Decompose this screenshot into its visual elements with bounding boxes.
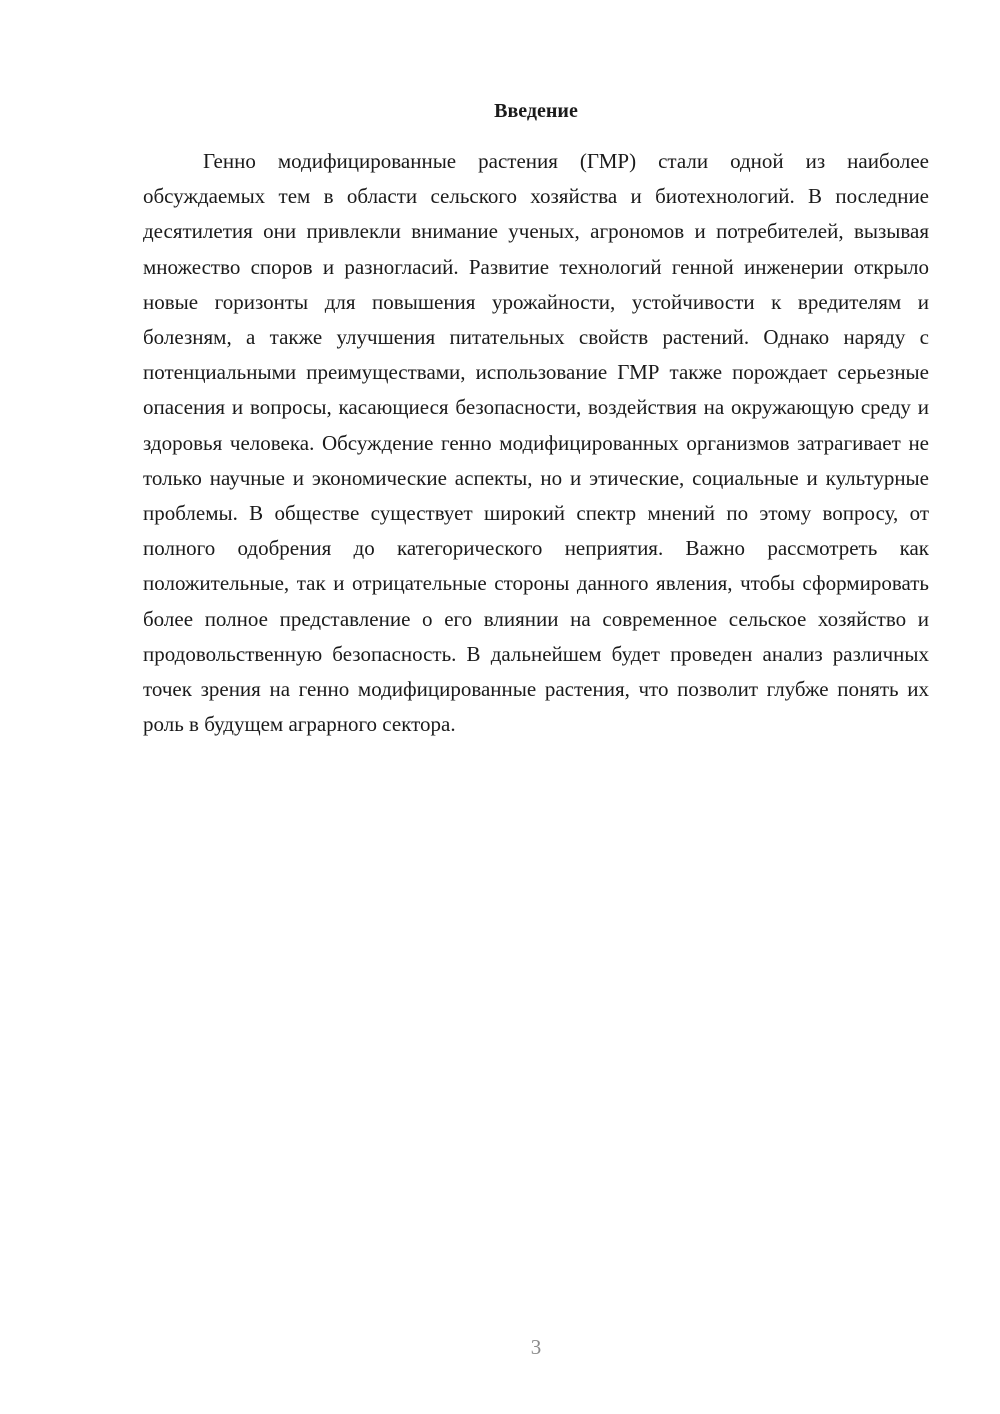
section-heading: Введение: [494, 100, 578, 122]
body-paragraph: Генно модифицированные растения (ГМР) стали одной из наиболее обсуждаемых тем в области сельского хозяйства и биотехнологий. В последние десятилетия они привлекли внимание ученых, агрономов и потребителей, вызывая множество споров и разногласий. Развитие технологий генной инженерии открыло новые горизонты для повышения урожайности, устойчивости к вредителям и болезням, а также улучшения питательных свойств растений. Однако наряду с потенциальными преимуществами, использование ГМР также порождает серьезные опасения и вопросы, касающиеся безопасности, воздействия на окружающую среду и здоровья человека. Обсуждение генно модифицированных организмов затрагивает не только научные и экономические аспекты, но и этические, социальные и культурные проблемы. В обществе существует широкий спектр мнений по этому вопросу, от полного одобрения до категорического неприятия. Важно рассмотреть как положительные, так и отрицательные стороны данного явления, чтобы сформировать более полное представление о его влиянии на современное сельское хозяйство и продовольственную безопасность. В дальнейшем будет проведен анализ различных точек зрения на генно модифицированные растения, что позволит глубже понять их роль в будущем аграрного сектора.: [143, 149, 929, 737]
page-number: 3: [530, 1335, 542, 1359]
